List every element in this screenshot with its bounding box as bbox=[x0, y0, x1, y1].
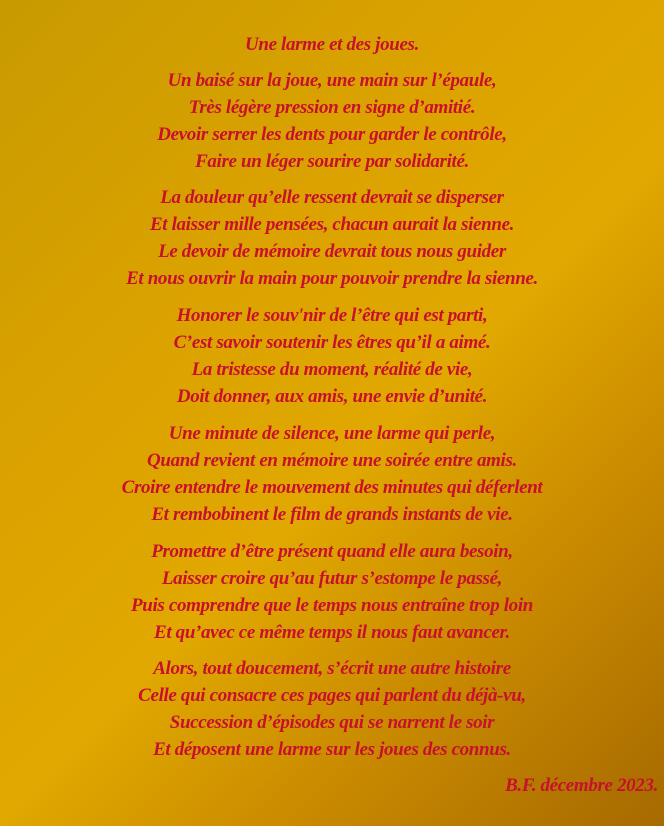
poem-line: Faire un léger sourire par solidarité. bbox=[195, 151, 469, 172]
poem-line: Très légère pression en signe d’amitié. bbox=[188, 97, 476, 118]
poem-line: Laisser croire qu’au futur s’estompe le passé, bbox=[161, 568, 503, 589]
poem-line: La tristesse du moment, réalité de vie, bbox=[191, 359, 473, 380]
poem-line: Puis comprendre que le temps nous entraîne trop loin bbox=[131, 595, 533, 616]
poem-line: Celle qui consacre ces pages qui parlent du déjà-vu, bbox=[138, 685, 526, 706]
poem-line: Une minute de silence, une larme qui perle, bbox=[168, 423, 496, 444]
poem-line: Un baisé sur la joue, une main sur l’épaule, bbox=[167, 70, 497, 91]
poem-line: Et rembobinent le film de grands instants de vie. bbox=[151, 504, 513, 525]
poem-line: Doit donner, aux amis, une envie d’unité. bbox=[176, 386, 488, 407]
poem-line: C’est savoir soutenir les êtres qu’il a aimé. bbox=[173, 332, 491, 353]
poem-title: Une larme et des joues. bbox=[244, 34, 420, 55]
poem-line: Et laisser mille pensées, chacun aurait la sienne. bbox=[149, 214, 515, 235]
poem-line: Le devoir de mémoire devrait tous nous guider bbox=[158, 241, 506, 262]
poem-line: La douleur qu’elle ressent devrait se disperser bbox=[160, 187, 504, 208]
poem-line: Et qu’avec ce même temps il nous faut avancer. bbox=[154, 622, 510, 643]
poem-line: Croire entendre le mouvement des minutes qui déferlent bbox=[121, 477, 543, 498]
poem-line: Et nous ouvrir la main pour pouvoir prendre la sienne. bbox=[126, 268, 538, 289]
poem-line: Alors, tout doucement, s’écrit une autre histoire bbox=[153, 658, 511, 679]
poem-line: Devoir serrer les dents pour garder le contrôle, bbox=[157, 124, 507, 145]
poem-line: Succession d’épisodes qui se narrent le soir bbox=[169, 712, 495, 733]
signature: B.F. décembre 2023. bbox=[505, 775, 658, 796]
poem-line: Et déposent une larme sur les joues des connus. bbox=[153, 739, 511, 760]
poem-line: Honorer le souv'nir de l’être qui est parti, bbox=[176, 305, 488, 326]
poem-line: Quand revient en mémoire une soirée entre amis. bbox=[147, 450, 517, 471]
poem-line: Promettre d’être présent quand elle aura besoin, bbox=[151, 541, 513, 562]
